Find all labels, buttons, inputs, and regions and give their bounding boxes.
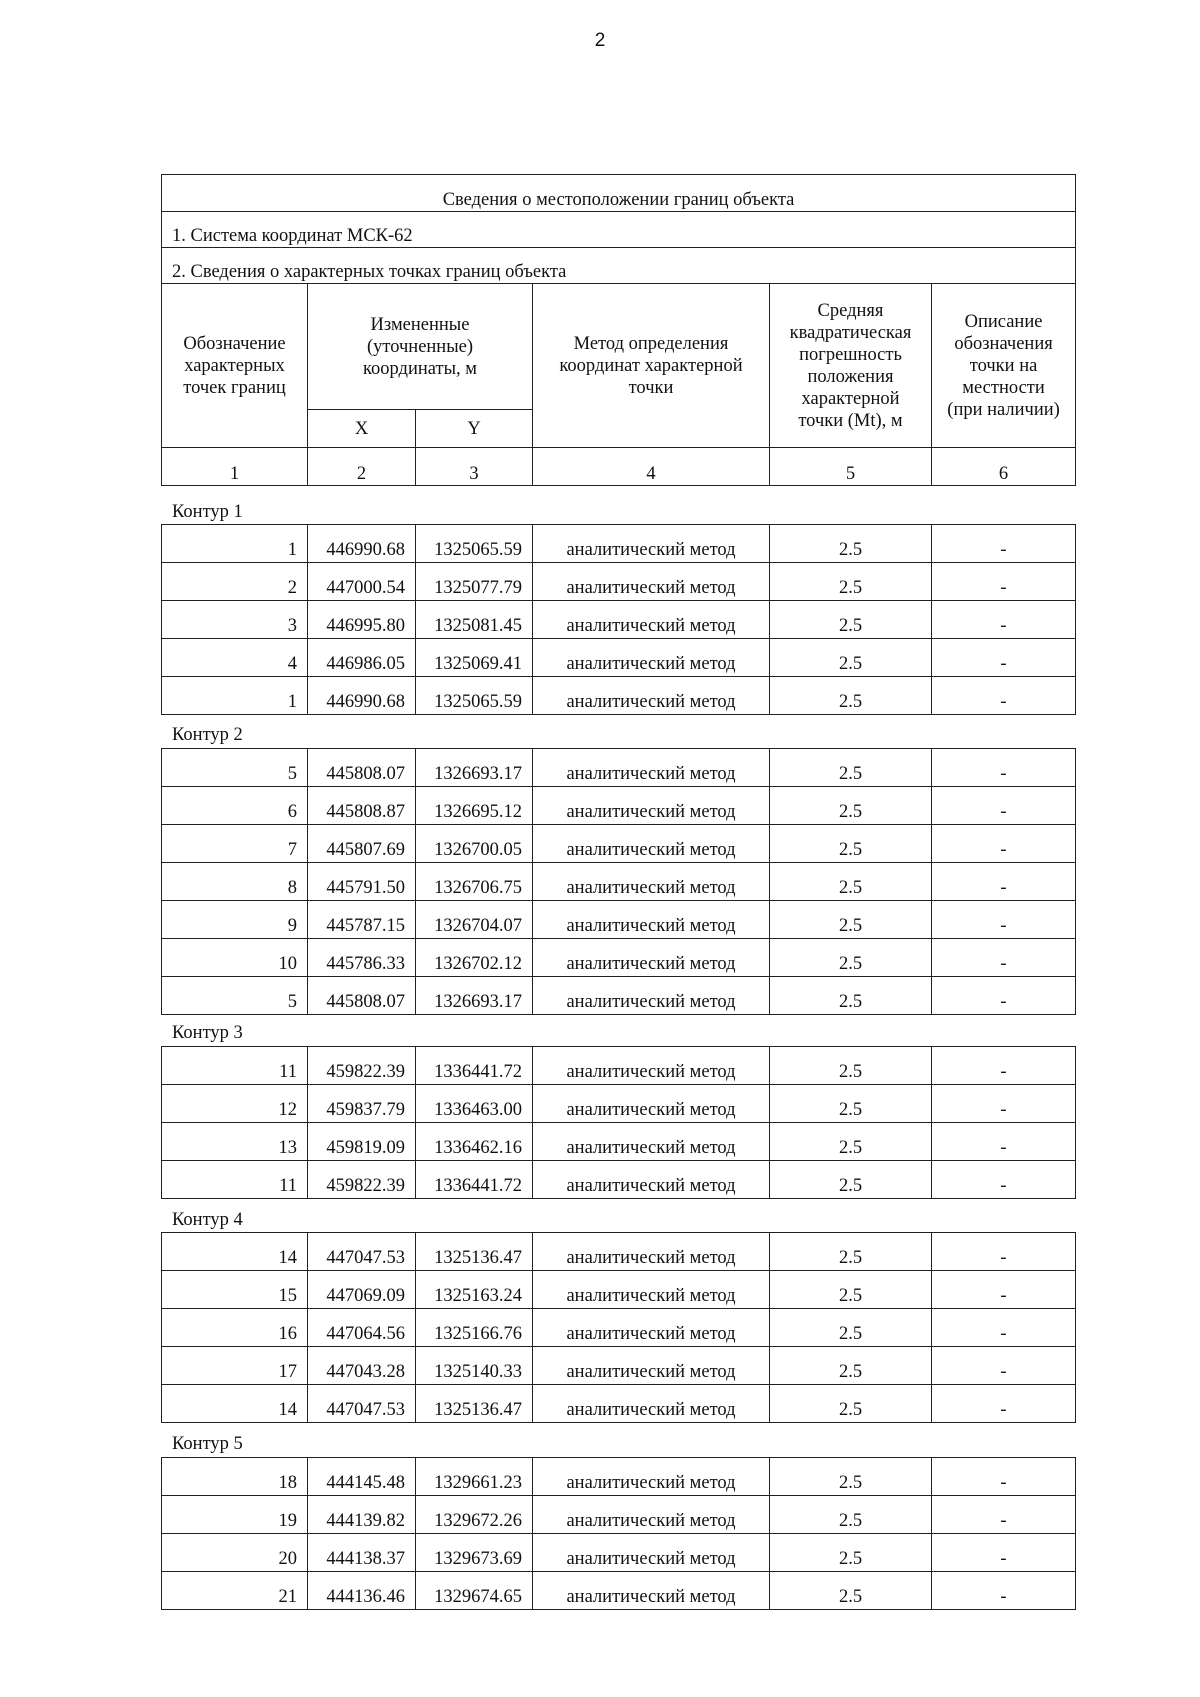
method: аналитический метод — [533, 1458, 770, 1496]
method: аналитический метод — [533, 525, 770, 563]
table-row — [162, 1572, 1076, 1610]
table-row — [162, 563, 1076, 601]
coord-x: 459819.09 — [308, 1123, 416, 1161]
error-value: 2.5 — [770, 787, 932, 825]
contour-table — [161, 1232, 1076, 1423]
description: - — [932, 749, 1076, 787]
coord-x: 447000.54 — [308, 563, 416, 601]
description: - — [932, 1309, 1076, 1347]
method: аналитический метод — [533, 749, 770, 787]
table-row — [162, 977, 1076, 1015]
coord-y: 1325163.24 — [416, 1271, 533, 1309]
point-number: 17 — [162, 1347, 308, 1385]
error-value: 2.5 — [770, 1123, 932, 1161]
table-row — [162, 1047, 1076, 1085]
col-error-label: Средняя квадратическая погрешность положения характерной точки (Mt), м — [770, 284, 932, 448]
error-value: 2.5 — [770, 901, 932, 939]
table-row — [162, 677, 1076, 715]
method: аналитический метод — [533, 1496, 770, 1534]
contour-table — [161, 1457, 1076, 1610]
method: аналитический метод — [533, 1309, 770, 1347]
col-desc-label: Описание обозначения точки на местности (при наличии) — [932, 284, 1076, 448]
description: - — [932, 1572, 1076, 1610]
description: - — [932, 1458, 1076, 1496]
error-value: 2.5 — [770, 601, 932, 639]
col-num-2: 2 — [308, 448, 416, 486]
point-number: 10 — [162, 939, 308, 977]
point-number: 1 — [162, 525, 308, 563]
coord-x: 447043.28 — [308, 1347, 416, 1385]
description: - — [932, 1233, 1076, 1271]
description: - — [932, 1496, 1076, 1534]
col-method-label: Метод определения координат характерной точки — [533, 284, 770, 448]
error-value: 2.5 — [770, 825, 932, 863]
error-value: 2.5 — [770, 1534, 932, 1572]
coord-x: 445791.50 — [308, 863, 416, 901]
coord-x: 445807.69 — [308, 825, 416, 863]
coord-x: 446990.68 — [308, 525, 416, 563]
table-row — [162, 1309, 1076, 1347]
method: аналитический метод — [533, 601, 770, 639]
point-number: 13 — [162, 1123, 308, 1161]
table-row — [162, 939, 1076, 977]
coord-y: 1326693.17 — [416, 749, 533, 787]
coord-y: 1326702.12 — [416, 939, 533, 977]
coord-y: 1325069.41 — [416, 639, 533, 677]
coord-y: 1325166.76 — [416, 1309, 533, 1347]
point-number: 15 — [162, 1271, 308, 1309]
method: аналитический метод — [533, 863, 770, 901]
doc-title: Сведения о местоположении границ объекта — [162, 175, 1076, 212]
col-num-6: 6 — [932, 448, 1076, 486]
point-number: 19 — [162, 1496, 308, 1534]
coord-y: 1326700.05 — [416, 825, 533, 863]
point-number: 11 — [162, 1047, 308, 1085]
coord-y: 1326706.75 — [416, 863, 533, 901]
coord-y: 1329674.65 — [416, 1572, 533, 1610]
description: - — [932, 525, 1076, 563]
table-row — [162, 1271, 1076, 1309]
point-number: 2 — [162, 563, 308, 601]
coord-x: 447047.53 — [308, 1233, 416, 1271]
table-row — [162, 601, 1076, 639]
error-value: 2.5 — [770, 1496, 932, 1534]
description: - — [932, 901, 1076, 939]
table-row — [162, 749, 1076, 787]
col-point-label: Обозначение характерных точек границ — [162, 284, 308, 448]
error-value: 2.5 — [770, 1309, 932, 1347]
point-number: 9 — [162, 901, 308, 939]
error-value: 2.5 — [770, 563, 932, 601]
description: - — [932, 939, 1076, 977]
point-number: 7 — [162, 825, 308, 863]
method: аналитический метод — [533, 1534, 770, 1572]
point-number: 18 — [162, 1458, 308, 1496]
table-row — [162, 1385, 1076, 1423]
coord-y: 1325081.45 — [416, 601, 533, 639]
point-number: 5 — [162, 977, 308, 1015]
method: аналитический метод — [533, 1085, 770, 1123]
table-row — [162, 1347, 1076, 1385]
point-number: 12 — [162, 1085, 308, 1123]
coord-y: 1336462.16 — [416, 1123, 533, 1161]
contour-label: Контур 2 — [172, 725, 243, 745]
description: - — [932, 1123, 1076, 1161]
coord-x: 444139.82 — [308, 1496, 416, 1534]
coord-x: 447064.56 — [308, 1309, 416, 1347]
description: - — [932, 863, 1076, 901]
coord-x: 459822.39 — [308, 1047, 416, 1085]
col-num-4: 4 — [533, 448, 770, 486]
coord-x: 446995.80 — [308, 601, 416, 639]
table-row — [162, 825, 1076, 863]
coord-y: 1325065.59 — [416, 677, 533, 715]
contour-table — [161, 1046, 1076, 1199]
method: аналитический метод — [533, 1233, 770, 1271]
error-value: 2.5 — [770, 677, 932, 715]
coord-system: 1. Система координат МСК-62 — [162, 212, 1076, 248]
error-value: 2.5 — [770, 1458, 932, 1496]
error-value: 2.5 — [770, 1347, 932, 1385]
contour-label: Контур 3 — [172, 1023, 243, 1043]
point-number: 1 — [162, 677, 308, 715]
error-value: 2.5 — [770, 939, 932, 977]
method: аналитический метод — [533, 939, 770, 977]
coord-y: 1325077.79 — [416, 563, 533, 601]
coord-y: 1329673.69 — [416, 1534, 533, 1572]
description: - — [932, 563, 1076, 601]
table-row — [162, 1161, 1076, 1199]
coord-x: 447047.53 — [308, 1385, 416, 1423]
coord-x: 459837.79 — [308, 1085, 416, 1123]
error-value: 2.5 — [770, 977, 932, 1015]
col-num-3: 3 — [416, 448, 533, 486]
method: аналитический метод — [533, 1161, 770, 1199]
description: - — [932, 1085, 1076, 1123]
method: аналитический метод — [533, 1123, 770, 1161]
coord-x: 446990.68 — [308, 677, 416, 715]
page-number: 2 — [594, 30, 606, 51]
error-value: 2.5 — [770, 1047, 932, 1085]
error-value: 2.5 — [770, 1085, 932, 1123]
coord-y: 1326693.17 — [416, 977, 533, 1015]
error-value: 2.5 — [770, 1233, 932, 1271]
error-value: 2.5 — [770, 863, 932, 901]
coord-x: 444136.46 — [308, 1572, 416, 1610]
coord-y: 1326695.12 — [416, 787, 533, 825]
point-number: 4 — [162, 639, 308, 677]
point-number: 16 — [162, 1309, 308, 1347]
contour-label: Контур 1 — [172, 502, 243, 522]
point-number: 8 — [162, 863, 308, 901]
col-num-1: 1 — [162, 448, 308, 486]
contour-table — [161, 524, 1076, 715]
description: - — [932, 1271, 1076, 1309]
point-number: 3 — [162, 601, 308, 639]
description: - — [932, 677, 1076, 715]
col-num-5: 5 — [770, 448, 932, 486]
error-value: 2.5 — [770, 525, 932, 563]
table-row — [162, 1233, 1076, 1271]
col-y-label: Y — [416, 410, 533, 448]
table-row — [162, 901, 1076, 939]
coord-y: 1325136.47 — [416, 1233, 533, 1271]
method: аналитический метод — [533, 1572, 770, 1610]
description: - — [932, 1347, 1076, 1385]
description: - — [932, 1385, 1076, 1423]
coord-x: 445808.07 — [308, 977, 416, 1015]
coord-y: 1326704.07 — [416, 901, 533, 939]
coord-x: 445808.07 — [308, 749, 416, 787]
description: - — [932, 787, 1076, 825]
description: - — [932, 639, 1076, 677]
contour-table — [161, 748, 1076, 1015]
method: аналитический метод — [533, 1047, 770, 1085]
method: аналитический метод — [533, 1385, 770, 1423]
description: - — [932, 1161, 1076, 1199]
coord-y: 1325065.59 — [416, 525, 533, 563]
coord-x: 445787.15 — [308, 901, 416, 939]
contour-label: Контур 5 — [172, 1434, 243, 1454]
description: - — [932, 825, 1076, 863]
table-row — [162, 1085, 1076, 1123]
table-row — [162, 1496, 1076, 1534]
method: аналитический метод — [533, 825, 770, 863]
coord-y: 1325140.33 — [416, 1347, 533, 1385]
col-coords-label: Измененные (уточненные) координаты, м — [308, 284, 533, 410]
description: - — [932, 977, 1076, 1015]
description: - — [932, 1534, 1076, 1572]
coord-y: 1336463.00 — [416, 1085, 533, 1123]
error-value: 2.5 — [770, 1161, 932, 1199]
coord-x: 445808.87 — [308, 787, 416, 825]
table-row — [162, 863, 1076, 901]
col-x-label: X — [308, 410, 416, 448]
coord-y: 1325136.47 — [416, 1385, 533, 1423]
method: аналитический метод — [533, 563, 770, 601]
description: - — [932, 1047, 1076, 1085]
method: аналитический метод — [533, 639, 770, 677]
coord-y: 1336441.72 — [416, 1161, 533, 1199]
error-value: 2.5 — [770, 1271, 932, 1309]
method: аналитический метод — [533, 787, 770, 825]
coord-x: 445786.33 — [308, 939, 416, 977]
method: аналитический метод — [533, 1271, 770, 1309]
table-row — [162, 1534, 1076, 1572]
method: аналитический метод — [533, 1347, 770, 1385]
points-section-title: 2. Сведения о характерных точках границ объекта — [162, 248, 1076, 284]
error-value: 2.5 — [770, 1385, 932, 1423]
coord-x: 446986.05 — [308, 639, 416, 677]
contour-label: Контур 4 — [172, 1210, 243, 1230]
point-number: 5 — [162, 749, 308, 787]
table-row — [162, 787, 1076, 825]
point-number: 14 — [162, 1385, 308, 1423]
method: аналитический метод — [533, 901, 770, 939]
coord-x: 447069.09 — [308, 1271, 416, 1309]
description: - — [932, 601, 1076, 639]
coord-x: 459822.39 — [308, 1161, 416, 1199]
error-value: 2.5 — [770, 749, 932, 787]
coord-y: 1336441.72 — [416, 1047, 533, 1085]
table-row — [162, 525, 1076, 563]
error-value: 2.5 — [770, 1572, 932, 1610]
point-number: 20 — [162, 1534, 308, 1572]
error-value: 2.5 — [770, 639, 932, 677]
method: аналитический метод — [533, 677, 770, 715]
coord-x: 444145.48 — [308, 1458, 416, 1496]
point-number: 11 — [162, 1161, 308, 1199]
coord-x: 444138.37 — [308, 1534, 416, 1572]
method: аналитический метод — [533, 977, 770, 1015]
point-number: 6 — [162, 787, 308, 825]
point-number: 21 — [162, 1572, 308, 1610]
coord-y: 1329661.23 — [416, 1458, 533, 1496]
point-number: 14 — [162, 1233, 308, 1271]
table-row — [162, 1123, 1076, 1161]
table-row — [162, 639, 1076, 677]
coord-y: 1329672.26 — [416, 1496, 533, 1534]
table-row — [162, 1458, 1076, 1496]
header-table — [161, 174, 1076, 486]
